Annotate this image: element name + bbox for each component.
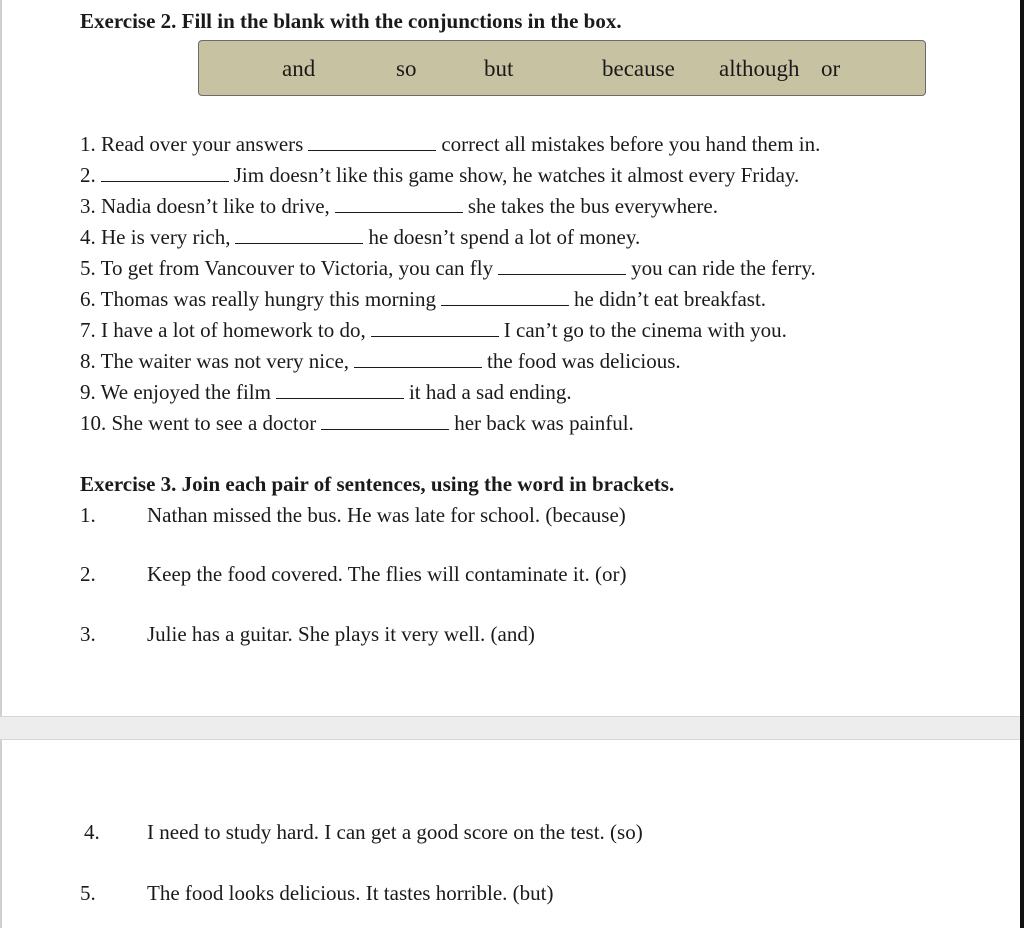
page-left-edge	[0, 0, 2, 928]
item-text-after: the food was delicious.	[487, 349, 681, 373]
exercise-2-item-6	[80, 287, 766, 311]
word-or: or	[821, 56, 841, 81]
exercise-3-item-text: Keep the food covered. The flies will contaminate it. (or)	[147, 562, 627, 586]
conjunction-word-box	[198, 40, 926, 96]
item-text-before: 6. Thomas was really hungry this morning	[80, 287, 436, 311]
answer-blank[interactable]	[354, 349, 482, 368]
answer-blank[interactable]	[335, 194, 463, 213]
answer-blank[interactable]	[101, 163, 229, 182]
page-right-edge	[1020, 0, 1024, 928]
exercise-3-item-number: 2.	[80, 562, 96, 586]
exercise-3-item-number: 4.	[84, 820, 100, 844]
exercise-2-item-7	[80, 318, 787, 342]
exercise-2-item-9	[80, 380, 572, 404]
answer-blank[interactable]	[308, 132, 436, 151]
exercise-2-item-1	[80, 132, 820, 156]
exercise-2-item-5	[80, 256, 816, 280]
exercise-3-item-number: 3.	[80, 622, 96, 646]
item-text-before: 3. Nadia doesn’t like to drive,	[80, 194, 330, 218]
exercise-2-heading: Exercise 2. Fill in the blank with the conjunctions in the box.	[80, 9, 622, 33]
word-so: so	[396, 56, 417, 81]
exercise-3-heading: Exercise 3. Join each pair of sentences, using the word in brackets.	[80, 472, 675, 496]
exercise-3-item-text: The food looks delicious. It tastes horrible. (but)	[147, 881, 554, 905]
item-text-before: 5. To get from Vancouver to Victoria, you can fly	[80, 256, 494, 280]
exercise-3-item-text: Julie has a guitar. She plays it very well. (and)	[147, 622, 535, 646]
exercise-2-item-4	[80, 225, 640, 249]
word-and: and	[282, 56, 316, 81]
item-text-after: I can’t go to the cinema with you.	[503, 318, 787, 342]
item-text-after: Jim doesn’t like this game show, he watches it almost every Friday.	[233, 163, 800, 187]
answer-blank[interactable]	[276, 380, 404, 399]
item-text-after: correct all mistakes before you hand them in.	[441, 132, 821, 156]
exercise-3-item-text: I need to study hard. I can get a good score on the test. (so)	[147, 820, 643, 844]
item-text-after: you can ride the ferry.	[631, 256, 816, 280]
word-but: but	[484, 56, 514, 81]
answer-blank[interactable]	[321, 411, 449, 430]
exercise-3-item-number: 5.	[80, 881, 96, 905]
item-text-after: he didn’t eat breakfast.	[574, 287, 767, 311]
exercise-2-item-8	[80, 349, 681, 373]
item-text-before: 9. We enjoyed the film	[80, 380, 271, 404]
item-text-after: he doesn’t spend a lot of money.	[368, 225, 641, 249]
item-text-after: she takes the bus everywhere.	[467, 194, 718, 218]
word-although: although	[719, 56, 800, 81]
exercise-2-item-3	[80, 194, 718, 218]
item-text-before: 7. I have a lot of homework to do,	[80, 318, 366, 342]
exercise-3-item-number: 1.	[80, 503, 96, 527]
answer-blank[interactable]	[441, 287, 569, 306]
answer-blank[interactable]	[498, 256, 626, 275]
item-text-before: 1. Read over your answers	[80, 132, 304, 156]
page-break-gap	[0, 716, 1020, 740]
exercise-2-item-2	[80, 163, 799, 187]
answer-blank[interactable]	[371, 318, 499, 337]
item-text-before: 2.	[80, 163, 96, 187]
exercise-3-item-text: Nathan missed the bus. He was late for school. (because)	[147, 503, 626, 527]
answer-blank[interactable]	[235, 225, 363, 244]
item-text-after: her back was painful.	[454, 411, 634, 435]
item-text-before: 10. She went to see a doctor	[80, 411, 317, 435]
exercise-2-item-10	[80, 411, 634, 435]
word-because: because	[602, 56, 675, 81]
item-text-before: 4. He is very rich,	[80, 225, 231, 249]
item-text-after: it had a sad ending.	[408, 380, 572, 404]
item-text-before: 8. The waiter was not very nice,	[80, 349, 350, 373]
